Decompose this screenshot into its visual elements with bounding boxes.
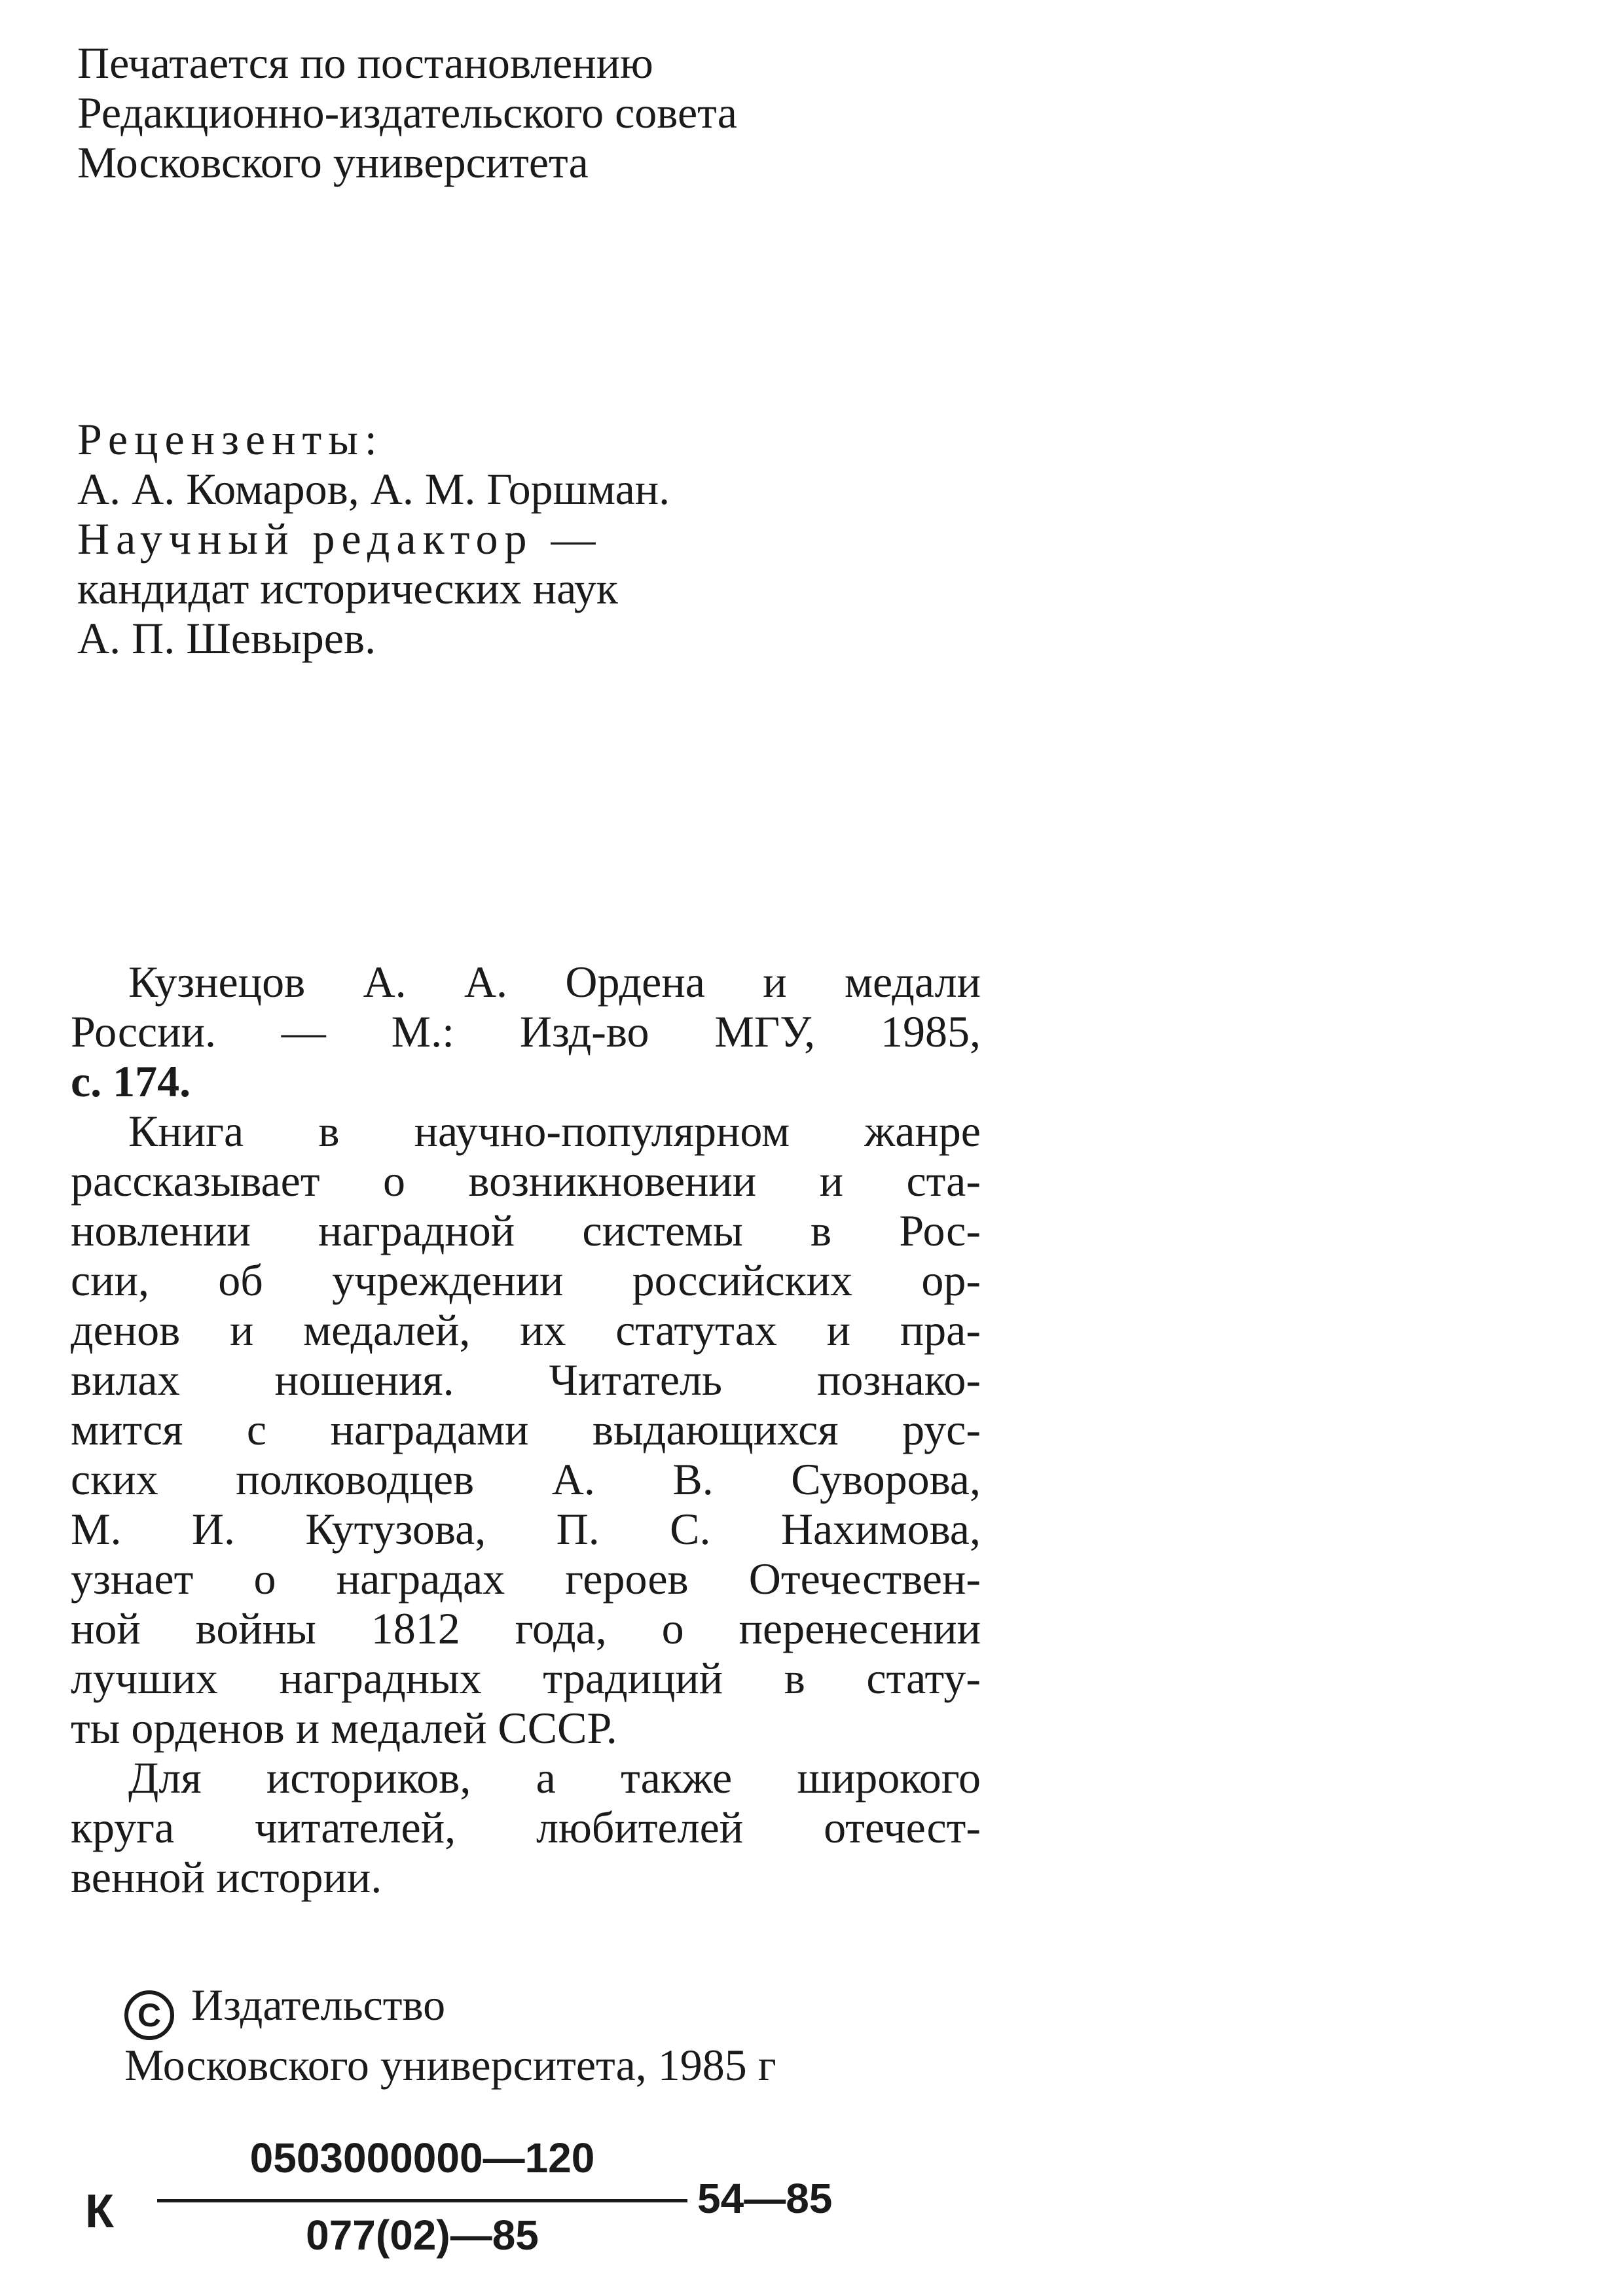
index-denominator: 077(02)—85 [306, 2212, 539, 2259]
annotation-line: ной войны 1812 года, о перенесении [71, 1604, 981, 1653]
editor-title: кандидат исторических наук [77, 564, 618, 613]
fraction-bar [157, 2199, 687, 2202]
copyright-publisher: Издательство [191, 1980, 446, 2030]
catalog-line: Кузнецов А. А. Ордена и медали [128, 957, 981, 1007]
audience-line: Для историков, а также широкого [128, 1753, 981, 1803]
catalog-line: России. — М.: Изд-во МГУ, 1985, [71, 1007, 981, 1056]
annotation-line: Книга в научно-популярном жанре [128, 1106, 981, 1156]
approval-line-2: Редакционно-издательского совета [77, 88, 737, 137]
annotation-line: узнает о наградах героев Отечествен- [71, 1554, 981, 1604]
copyright-publisher-year: Московского университета, 1985 г [124, 2040, 776, 2090]
editor-label: Научный редактор — [77, 514, 602, 564]
annotation-line: М. И. Кутузова, П. С. Нахимова, [71, 1504, 981, 1554]
annotation-line: ских полководцев А. В. Суворова, [71, 1454, 981, 1504]
reviewers-label: Рецензенты: [77, 414, 384, 464]
index-numerator: 0503000000—120 [249, 2134, 595, 2181]
reviewers-names: А. А. Комаров, А. М. Горшман. [77, 464, 670, 514]
annotation-line: мится с наградами выдающихся рус- [71, 1405, 981, 1454]
annotation-line: вилах ношения. Читатель познако- [71, 1355, 981, 1405]
copyright-icon: C [124, 1990, 174, 2040]
catalog-line: с. 174. [71, 1056, 191, 1106]
index-letter: К [85, 2185, 114, 2238]
approval-line-1: Печатается по постановлению [77, 38, 653, 88]
annotation-line: лучших наградных традиций в стату- [71, 1653, 981, 1703]
index-suffix: 54—85 [697, 2175, 833, 2222]
annotation-line: ты орденов и медалей СССР. [71, 1703, 617, 1753]
audience-line: круга читателей, любителей отечест- [71, 1803, 981, 1852]
approval-line-3: Московского университета [77, 137, 589, 187]
annotation-line: сии, об учреждении российских ор- [71, 1255, 981, 1305]
reviewers-section [77, 414, 670, 663]
annotation-line: рассказывает о возникновении и ста- [71, 1156, 981, 1206]
annotation-line: денов и медалей, их статутах и пра- [71, 1305, 981, 1355]
audience-line: венной истории. [71, 1852, 382, 1902]
catalog-record [71, 957, 981, 1902]
publication-approval-note [77, 38, 737, 187]
editor-name: А. П. Шевырев. [77, 613, 376, 663]
annotation-line: новлении наградной системы в Рос- [71, 1206, 981, 1255]
copyright-notice [124, 1980, 776, 2090]
